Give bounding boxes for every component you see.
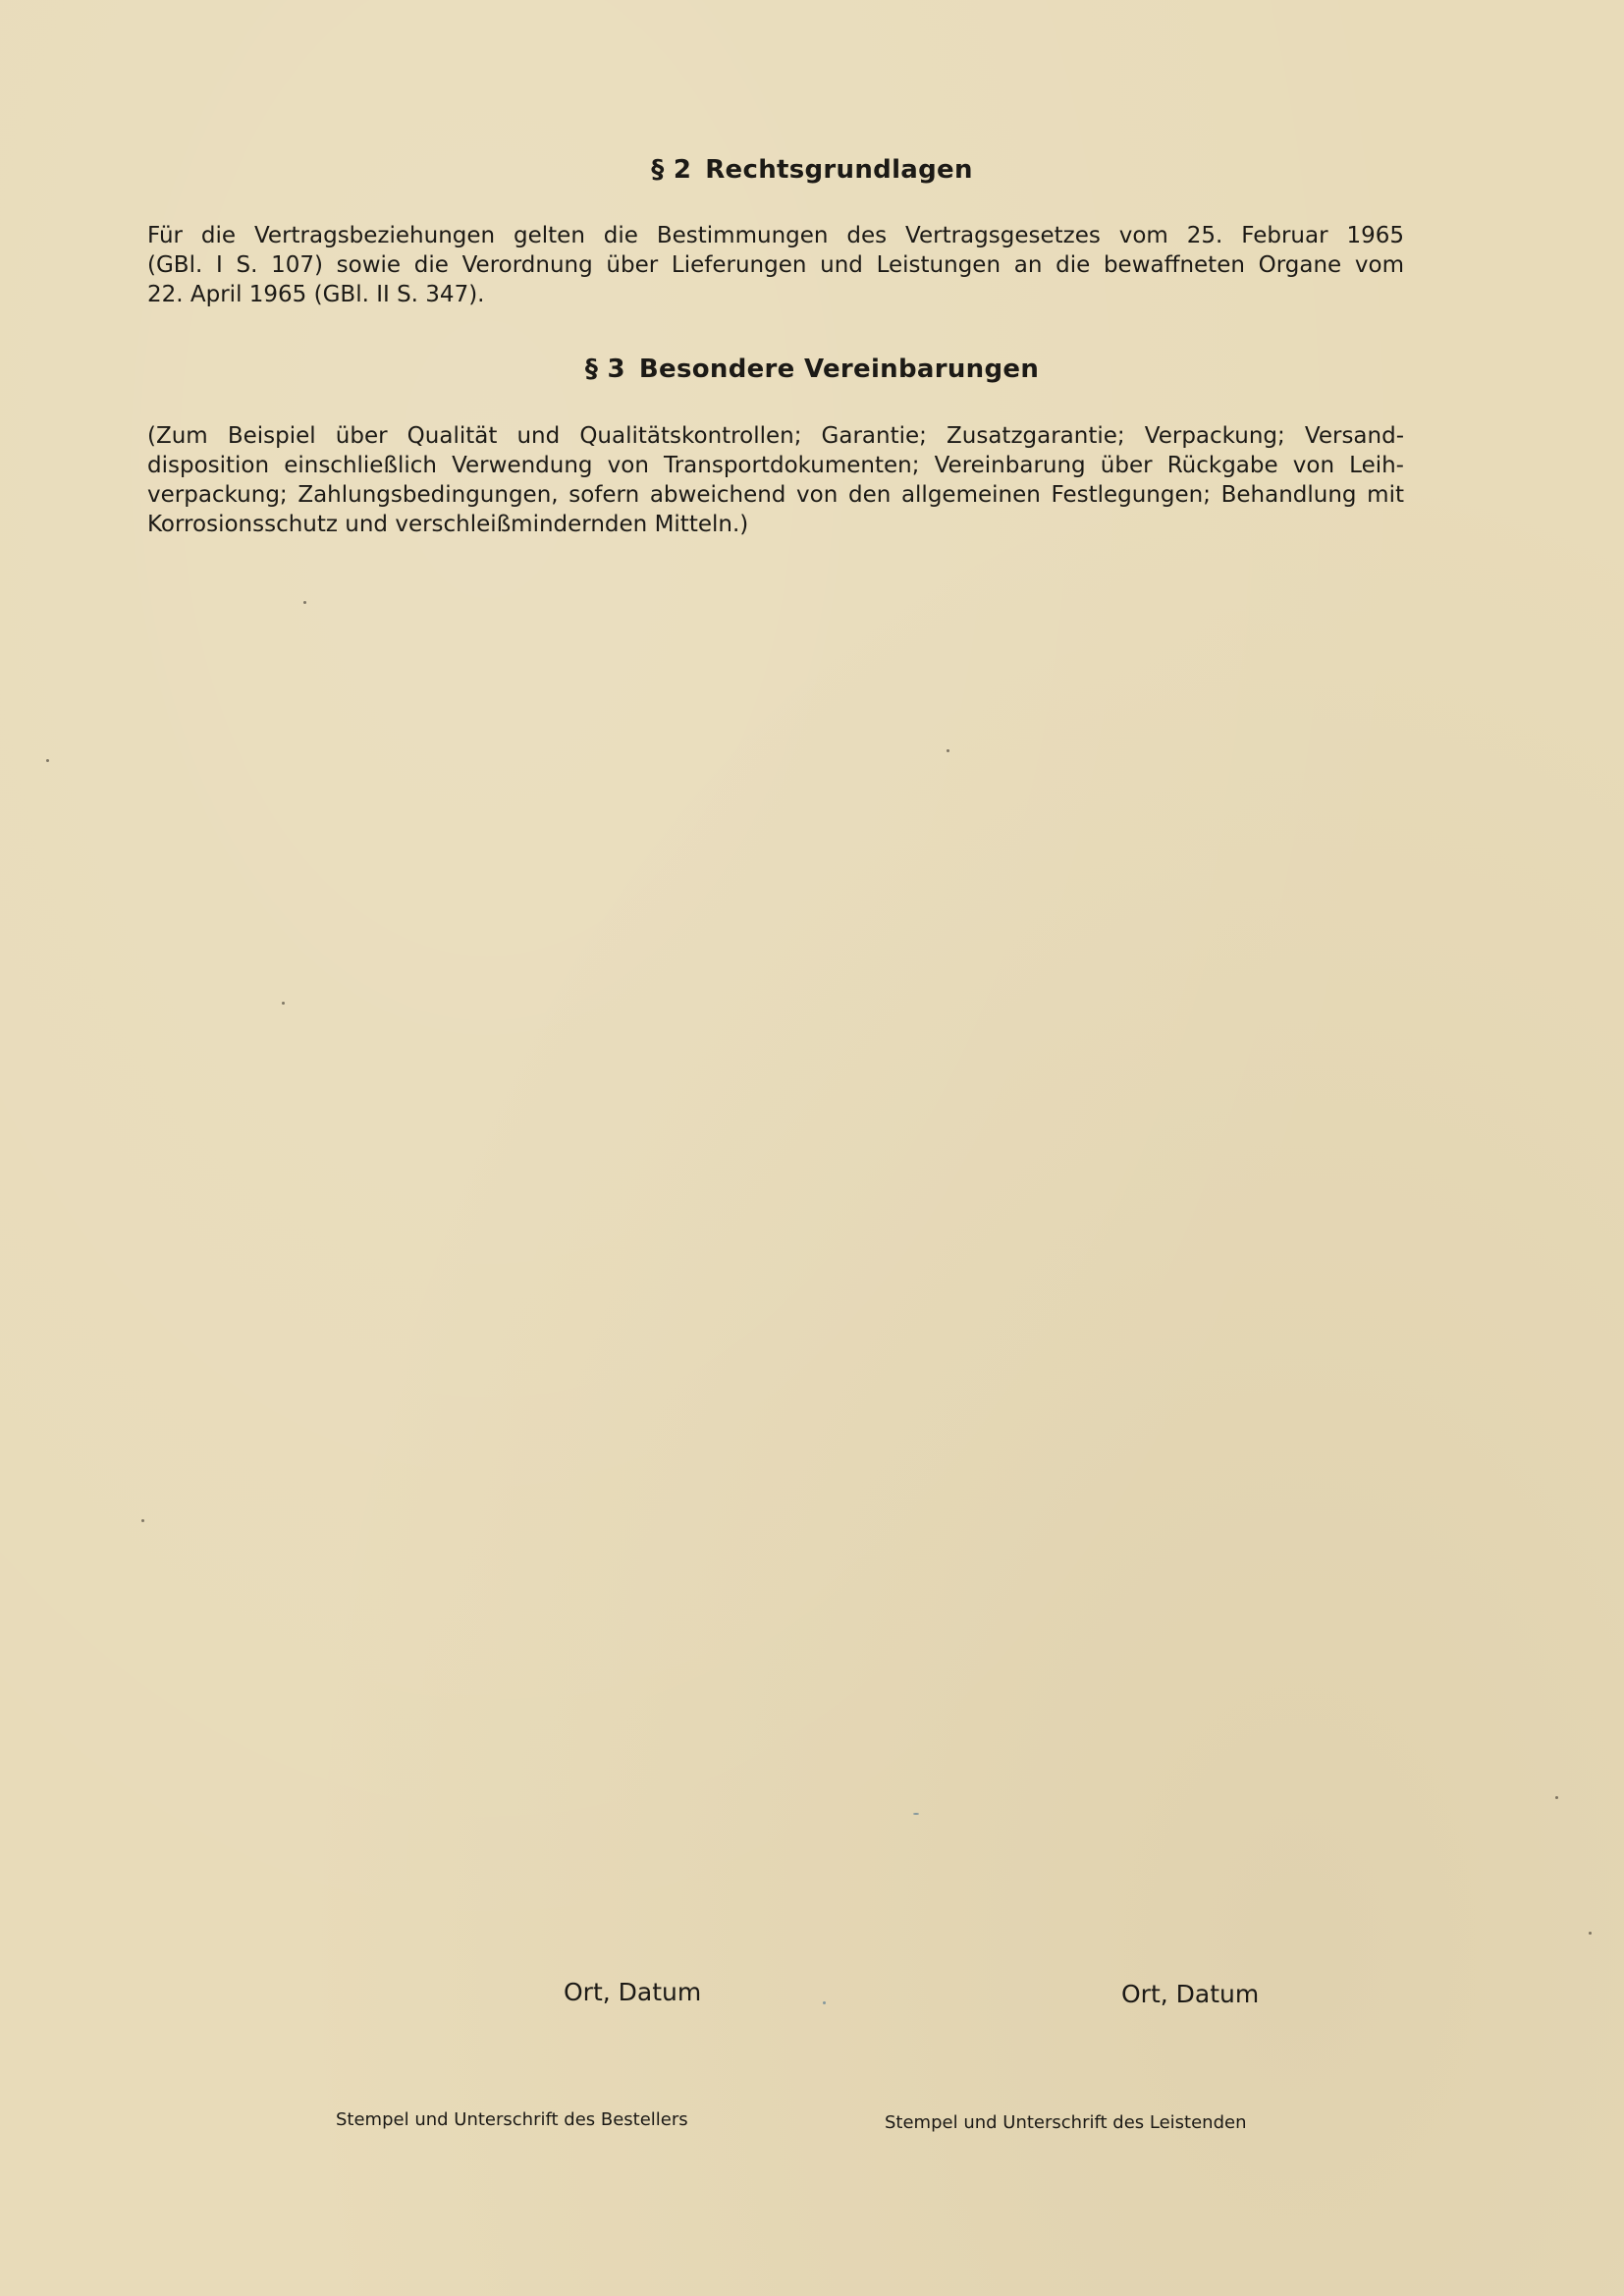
right-place-date-label: Ort, Datum [1121,1980,1260,2008]
section-3-line: verpackung; Zahlungsbedingungen, sofern abweichend von den allgemeinen Festlegungen; Behandlung mit [147,481,1404,508]
section-2-paragraph [147,222,1404,310]
section-3-paragraph [147,422,1404,540]
right-stamp-signature-label: Stempel und Unterschrift des Leistenden [885,2112,1247,2133]
paper-speck [823,2001,826,2004]
section-2-line: Für die Vertragsbeziehungen gelten die Bestimmungen des Vertragsgesetzes vom 25. Februar 1965 [147,223,1404,248]
section-2-line: (GBl. I S. 107) sowie die Verordnung über Lieferungen und Leistungen an die bewaffneten Organe vom [147,251,1404,278]
paper-speck [303,601,306,604]
paper-speck [141,1519,144,1522]
paper-speck [282,1002,285,1005]
section-3-number: § 3 [584,355,625,384]
section-2-line: 22. April 1965 (GBl. II S. 347). [147,281,485,307]
section-2-number: § 2 [651,155,692,185]
left-place-date-label: Ort, Datum [564,1978,702,2006]
paper-speck [1555,1796,1558,1799]
paper-speck [1589,1932,1592,1935]
left-stamp-signature-label: Stempel und Unterschrift des Bestellers [336,2109,688,2130]
paper-speck [46,759,49,762]
section-3-line: disposition einschließlich Verwendung von Transportdokumenten; Vereinbarung über Rückgabe von Leih- [147,452,1404,478]
section-2-title: Rechtsgrundlagen [705,155,973,185]
paper-speck [913,1813,919,1815]
section-3-line: (Zum Beispiel über Qualität und Qualitätskontrollen; Garantie; Zusatzgarantie; Verpackung; Versand- [147,423,1404,449]
section-3-heading [0,355,1624,384]
section-3-title: Besondere Vereinbarungen [638,355,1040,384]
paper-speck [947,749,949,752]
section-2-heading [0,155,1624,185]
section-3-line: Korrosionsschutz und verschleißmindernden Mitteln.) [147,511,749,537]
